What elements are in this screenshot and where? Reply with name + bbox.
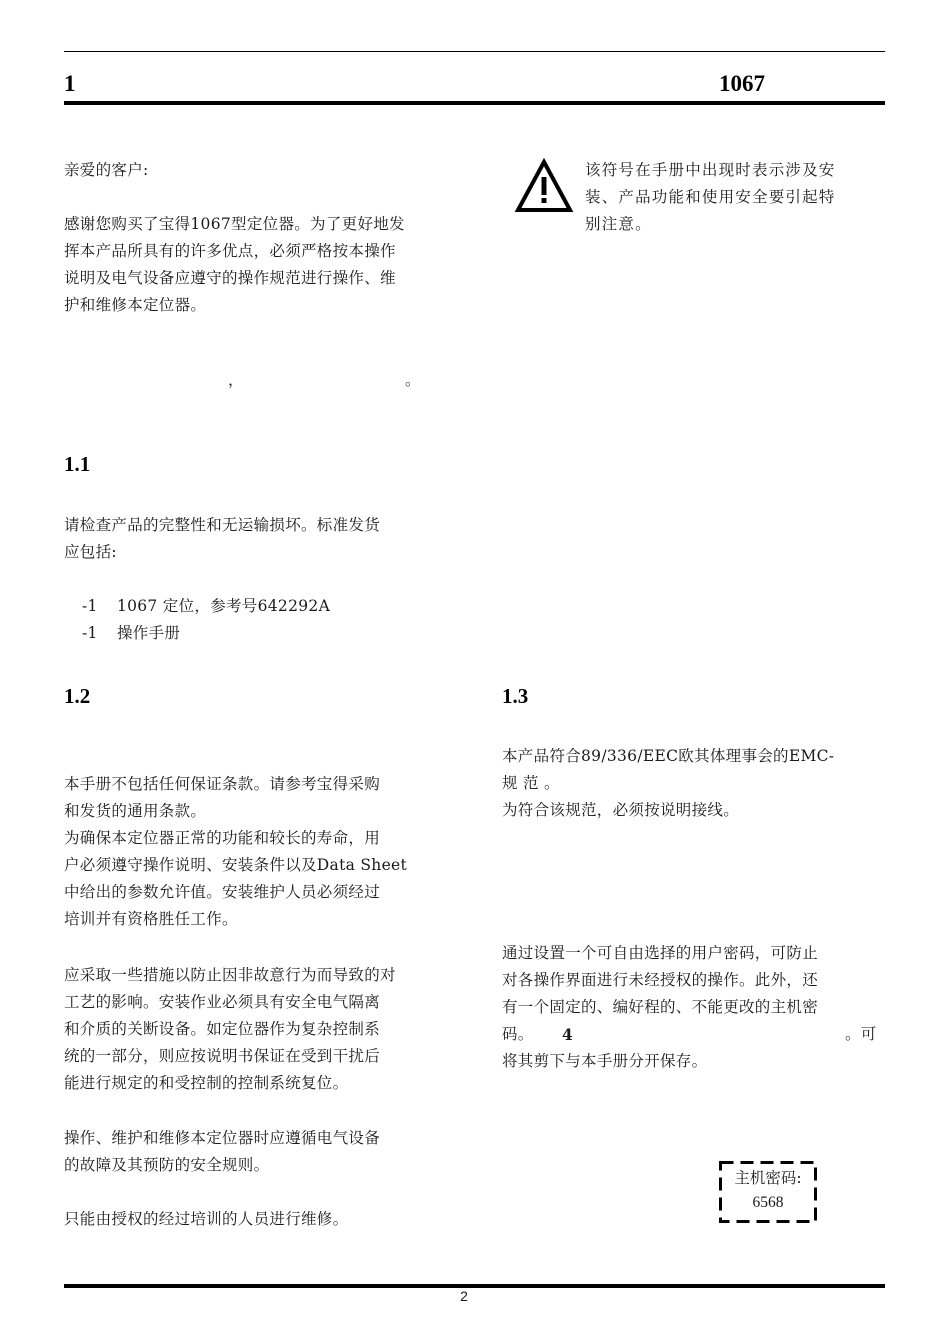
master-password-label: 主机密码: [734,1169,802,1187]
fragment-comma: ， [228,371,244,389]
list-item-text: 1067 定位，参考号642292A [116,597,331,615]
paragraph-line: 对各操作界面进行未经授权的操作。此外，还 [502,971,819,989]
paragraph-line [502,1021,885,1048]
master-password-code: 6568 [752,1194,784,1211]
paragraph-line: 操作、维护和维修本定位器时应遵循电气设备 [64,1129,381,1147]
intro-line: 挥本产品所具有的许多优点，必须严格按本操作 [64,242,396,260]
emc-paragraph [502,743,834,824]
maintenance-paragraph [64,1206,348,1233]
intro-paragraph [64,211,405,319]
warning-triangle-icon [514,158,574,214]
model-number: 1067 [719,71,765,96]
list-item-qty: -1 [82,624,98,642]
intro-line: 感谢您购买了宝得1067型定位器。为了更好地发 [64,215,405,233]
master-password-box [719,1161,817,1223]
section-1-1-text [64,512,380,566]
paragraph-line: 和介质的关断设备。如定位器作为复杂控制系 [64,1020,381,1038]
paragraph-line: 能进行规定的和受控制的控制系统复位。 [64,1074,349,1092]
list-item-text: 操作手册 [116,624,181,642]
greeting: 亲爱的客户: [64,161,149,179]
paragraph-line: 和发货的通用条款。 [64,802,207,820]
list-item [82,620,330,647]
paragraph-line: 为确保本定位器正常的功能和较长的寿命，用 [64,829,381,847]
section-1-1-number: 1.1 [64,452,91,476]
page-number: 2 [460,1288,468,1304]
fragment-period: 。 [405,371,421,389]
section-1-3-number: 1.3 [502,684,529,708]
intro-line: 护和维修本定位器。 [64,296,207,314]
paragraph-line: 本产品符合89/336/EEC欧其体理事会的EMC- [502,747,835,765]
paragraph-line: 应采取一些措施以防止因非故意行为而导致的对 [64,966,396,984]
chapter-number: 1 [64,71,76,96]
password-line-bold: 4 [562,1025,574,1044]
paragraph-line: 将其剪下与本手册分开保存。 [502,1052,708,1070]
intro-line: 说明及电气设备应遵守的操作规范进行操作、维 [64,269,396,287]
paragraph-line: 工艺的影响。安装作业必须具有安全电气隔离 [64,993,381,1011]
section-1-1-line: 请检查产品的完整性和无运输损坏。标准发货 [64,516,381,534]
list-item [82,593,330,620]
warning-line: 装、产品功能和使用安全要引起特 [585,188,836,206]
warranty-paragraph [64,771,407,933]
delivery-list [82,593,330,647]
warning-line: 该符号在手册中出现时表示涉及安 [585,161,836,179]
section-1-2-number: 1.2 [64,684,91,708]
paragraph-line: 中给出的参数允许值。安装维护人员必须经过 [64,883,381,901]
top-rule [64,51,885,52]
paragraph-line: 培训并有资格胜任工作。 [64,910,238,928]
paragraph-line: 户必须遵守操作说明、安装条件以及Data Sheet [64,856,408,874]
password-line-start: 码。 [502,1025,534,1043]
paragraph-line: 通过设置一个可自由选择的用户密码，可防止 [502,944,819,962]
password-line-end: 。可 [845,1025,877,1043]
paragraph-line: 本手册不包括任何保证条款。请参考宝得采购 [64,775,381,793]
paragraph-line: 的故障及其预防的安全规则。 [64,1156,270,1174]
paragraph-line: 只能由授权的经过培训的人员进行维修。 [64,1210,349,1228]
paragraph-line: 统的一部分，则应按说明书保证在受到干扰后 [64,1047,381,1065]
header-rule [64,101,885,105]
list-item-qty: -1 [82,597,98,615]
warning-line: 别注意。 [585,215,652,233]
section-1-1-line: 应包括: [64,543,117,561]
measures-paragraph [64,962,396,1097]
warning-note-text [585,157,836,238]
safety-rules-paragraph [64,1125,380,1179]
paragraph-line: 为符合该规范，必须按说明接线。 [502,801,740,819]
password-paragraph [502,940,885,1075]
paragraph-line: 规 范 。 [502,774,560,792]
paragraph-line: 有一个固定的、编好程的、不能更改的主机密 [502,998,819,1016]
